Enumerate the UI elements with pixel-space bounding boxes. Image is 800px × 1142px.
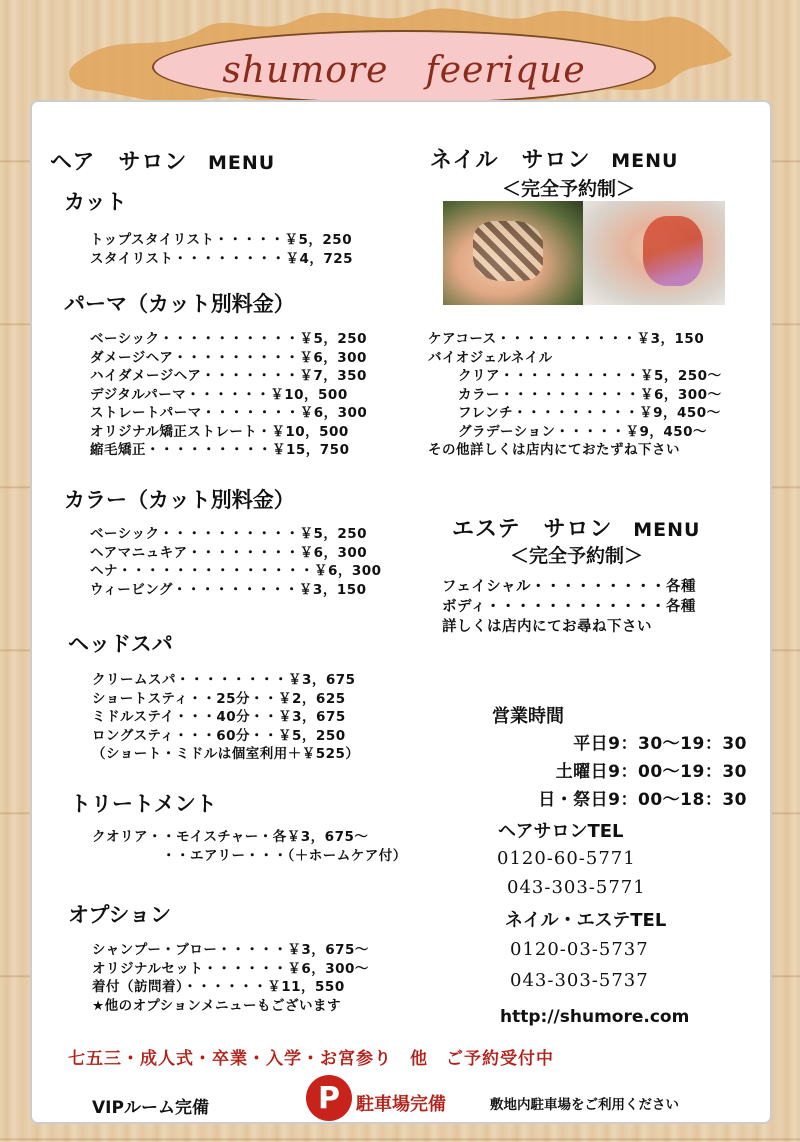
- perm-item: ダメージヘア・・・・・・・・・￥6，300: [90, 349, 367, 366]
- hair-menu-label: MENU: [208, 152, 276, 174]
- nail-reservation-note: ＜完全予約制＞: [502, 178, 636, 200]
- hours-row: 平日9：30～19：30: [573, 734, 747, 754]
- cut-item: スタイリスト・・・・・・・・￥4，725: [90, 250, 354, 267]
- color-item: ヘナ・・・・・・・・・・・・・・￥6，300: [90, 563, 382, 579]
- nail-item: ケアコース・・・・・・・・・・￥3，150: [428, 331, 705, 347]
- option-list: [92, 941, 369, 1015]
- nail-note: その他詳しくは店内にておたずね下さい: [428, 442, 680, 458]
- esthe-item: ボディ・・・・・・・・・・・・各種: [442, 599, 696, 615]
- nail-photo-image: [443, 201, 583, 305]
- nail-photos: [443, 201, 725, 305]
- nail-item: クリア・・・・・・・・・・￥5，250～: [458, 368, 722, 384]
- hours-row: 日・祭日9：00～18：30: [538, 790, 747, 810]
- esthe-menu-label: MENU: [633, 519, 701, 541]
- color-title: カラー（カット別料金）: [64, 488, 295, 512]
- vip-room-label: VIPルーム完備: [92, 1098, 209, 1118]
- nail-tel-2[interactable]: 043-303-5737: [510, 970, 649, 991]
- esthe-salon-heading: [452, 512, 700, 543]
- perm-item: ストレートパーマ・・・・・・・￥6，300: [90, 405, 368, 421]
- nail-salon-title: ネイル サロン: [430, 148, 591, 173]
- perm-item: オリジナル矯正ストレート・￥10，500: [90, 423, 349, 440]
- nail-item: フレンチ・・・・・・・・・￥9，450～: [458, 405, 721, 421]
- hair-salon-title: ヘア サロン: [50, 150, 188, 175]
- treatment-item: ・・エアリー・・・（＋ホームケア付）: [162, 847, 407, 864]
- hours-row: 土曜日9：00～19：30: [555, 762, 747, 782]
- color-item: ベーシック・・・・・・・・・・￥5，250: [90, 526, 368, 542]
- cut-list: [90, 231, 353, 268]
- color-list: [90, 525, 382, 599]
- option-item: 着付（訪問着）・・・・・・￥11，550: [92, 979, 345, 995]
- nail-salon-heading: [430, 143, 678, 174]
- hours-title: 営業時間: [492, 706, 564, 727]
- esthe-note: 詳しくは店内にてお尋ね下さい: [442, 619, 652, 635]
- hair-tel-2[interactable]: 043-303-5771: [507, 877, 646, 898]
- hair-tel-title: ヘアサロンTEL: [498, 821, 624, 842]
- nail-menu-label: MENU: [611, 150, 679, 172]
- hair-tel-1[interactable]: 0120-60-5771: [497, 848, 636, 869]
- nail-item: カラー・・・・・・・・・・￥6，300～: [458, 386, 722, 403]
- parking-label: 駐車場完備: [356, 1094, 446, 1115]
- esthe-list: [442, 577, 696, 637]
- esthe-salon-title: エステ サロン: [452, 517, 613, 542]
- esthe-reservation-note: ＜完全予約制＞: [510, 545, 644, 567]
- website-link[interactable]: http://shumore.com: [500, 1007, 690, 1027]
- nail-item: バイオジェルネイル: [428, 349, 553, 366]
- nail-list: [428, 330, 722, 460]
- hours-list: [538, 730, 747, 814]
- color-item: ヘアマニュキア・・・・・・・・￥6，300: [90, 544, 368, 561]
- head-spa-item: ロングスティ・・・60分・・￥5，250: [92, 727, 346, 744]
- head-spa-note: （ショート・ミドルは個室利用＋￥525）: [92, 746, 360, 762]
- parking-icon: P: [306, 1075, 352, 1121]
- brand-title: shumore feerique: [152, 30, 656, 104]
- perm-list: [90, 330, 367, 460]
- parking-note: 敷地内駐車場をご利用ください: [490, 1097, 679, 1113]
- head-spa-item: ミドルステイ・・・40分・・￥3，675: [92, 709, 346, 725]
- head-spa-list: [92, 671, 359, 764]
- events-reservation-banner: 七五三・成人式・卒業・入学・お宮参り 他 ご予約受付中: [68, 1049, 554, 1069]
- color-item: ウィービング・・・・・・・・・￥3，150: [90, 581, 367, 598]
- treatment-list: [92, 828, 407, 865]
- perm-item: ベーシック・・・・・・・・・・￥5，250: [90, 331, 368, 347]
- perm-item: ハイダメージヘア・・・・・・・￥7，350: [90, 368, 367, 384]
- nail-photo-image: [583, 201, 725, 305]
- perm-title: パーマ（カット別料金）: [64, 292, 295, 316]
- cut-title: カット: [64, 190, 127, 214]
- head-spa-item: ショートスティ・・25分・・￥2，625: [92, 690, 346, 707]
- esthe-item: フェイシャル・・・・・・・・・各種: [442, 579, 696, 595]
- option-title: オプション: [68, 903, 172, 927]
- nail-tel-title: ネイル・エステTEL: [505, 910, 667, 931]
- perm-item: デジタルパーマ・・・・・・￥10，500: [90, 386, 348, 403]
- nail-item: グラデーション・・・・・￥9，450～: [458, 423, 708, 440]
- hair-salon-heading: [50, 145, 275, 176]
- perm-item: 縮毛矯正・・・・・・・・・￥15，750: [90, 442, 350, 458]
- treatment-title: トリートメント: [70, 792, 217, 816]
- option-item: シャンプー・ブロー・・・・・￥3，675～: [92, 942, 369, 958]
- nail-tel-1[interactable]: 0120-03-5737: [510, 939, 649, 960]
- head-spa-item: クリームスパ・・・・・・・・￥3，675: [92, 672, 356, 688]
- treatment-item: クオリア・・モイスチャー・各￥3，675～: [92, 829, 369, 845]
- cut-item: トップスタイリスト・・・・・￥5，250: [90, 232, 353, 248]
- head-spa-title: ヘッドスパ: [68, 632, 173, 656]
- option-item: オリジナルセット・・・・・・￥6，300～: [92, 960, 369, 977]
- option-note: ★他のオプションメニューもございます: [92, 997, 341, 1014]
